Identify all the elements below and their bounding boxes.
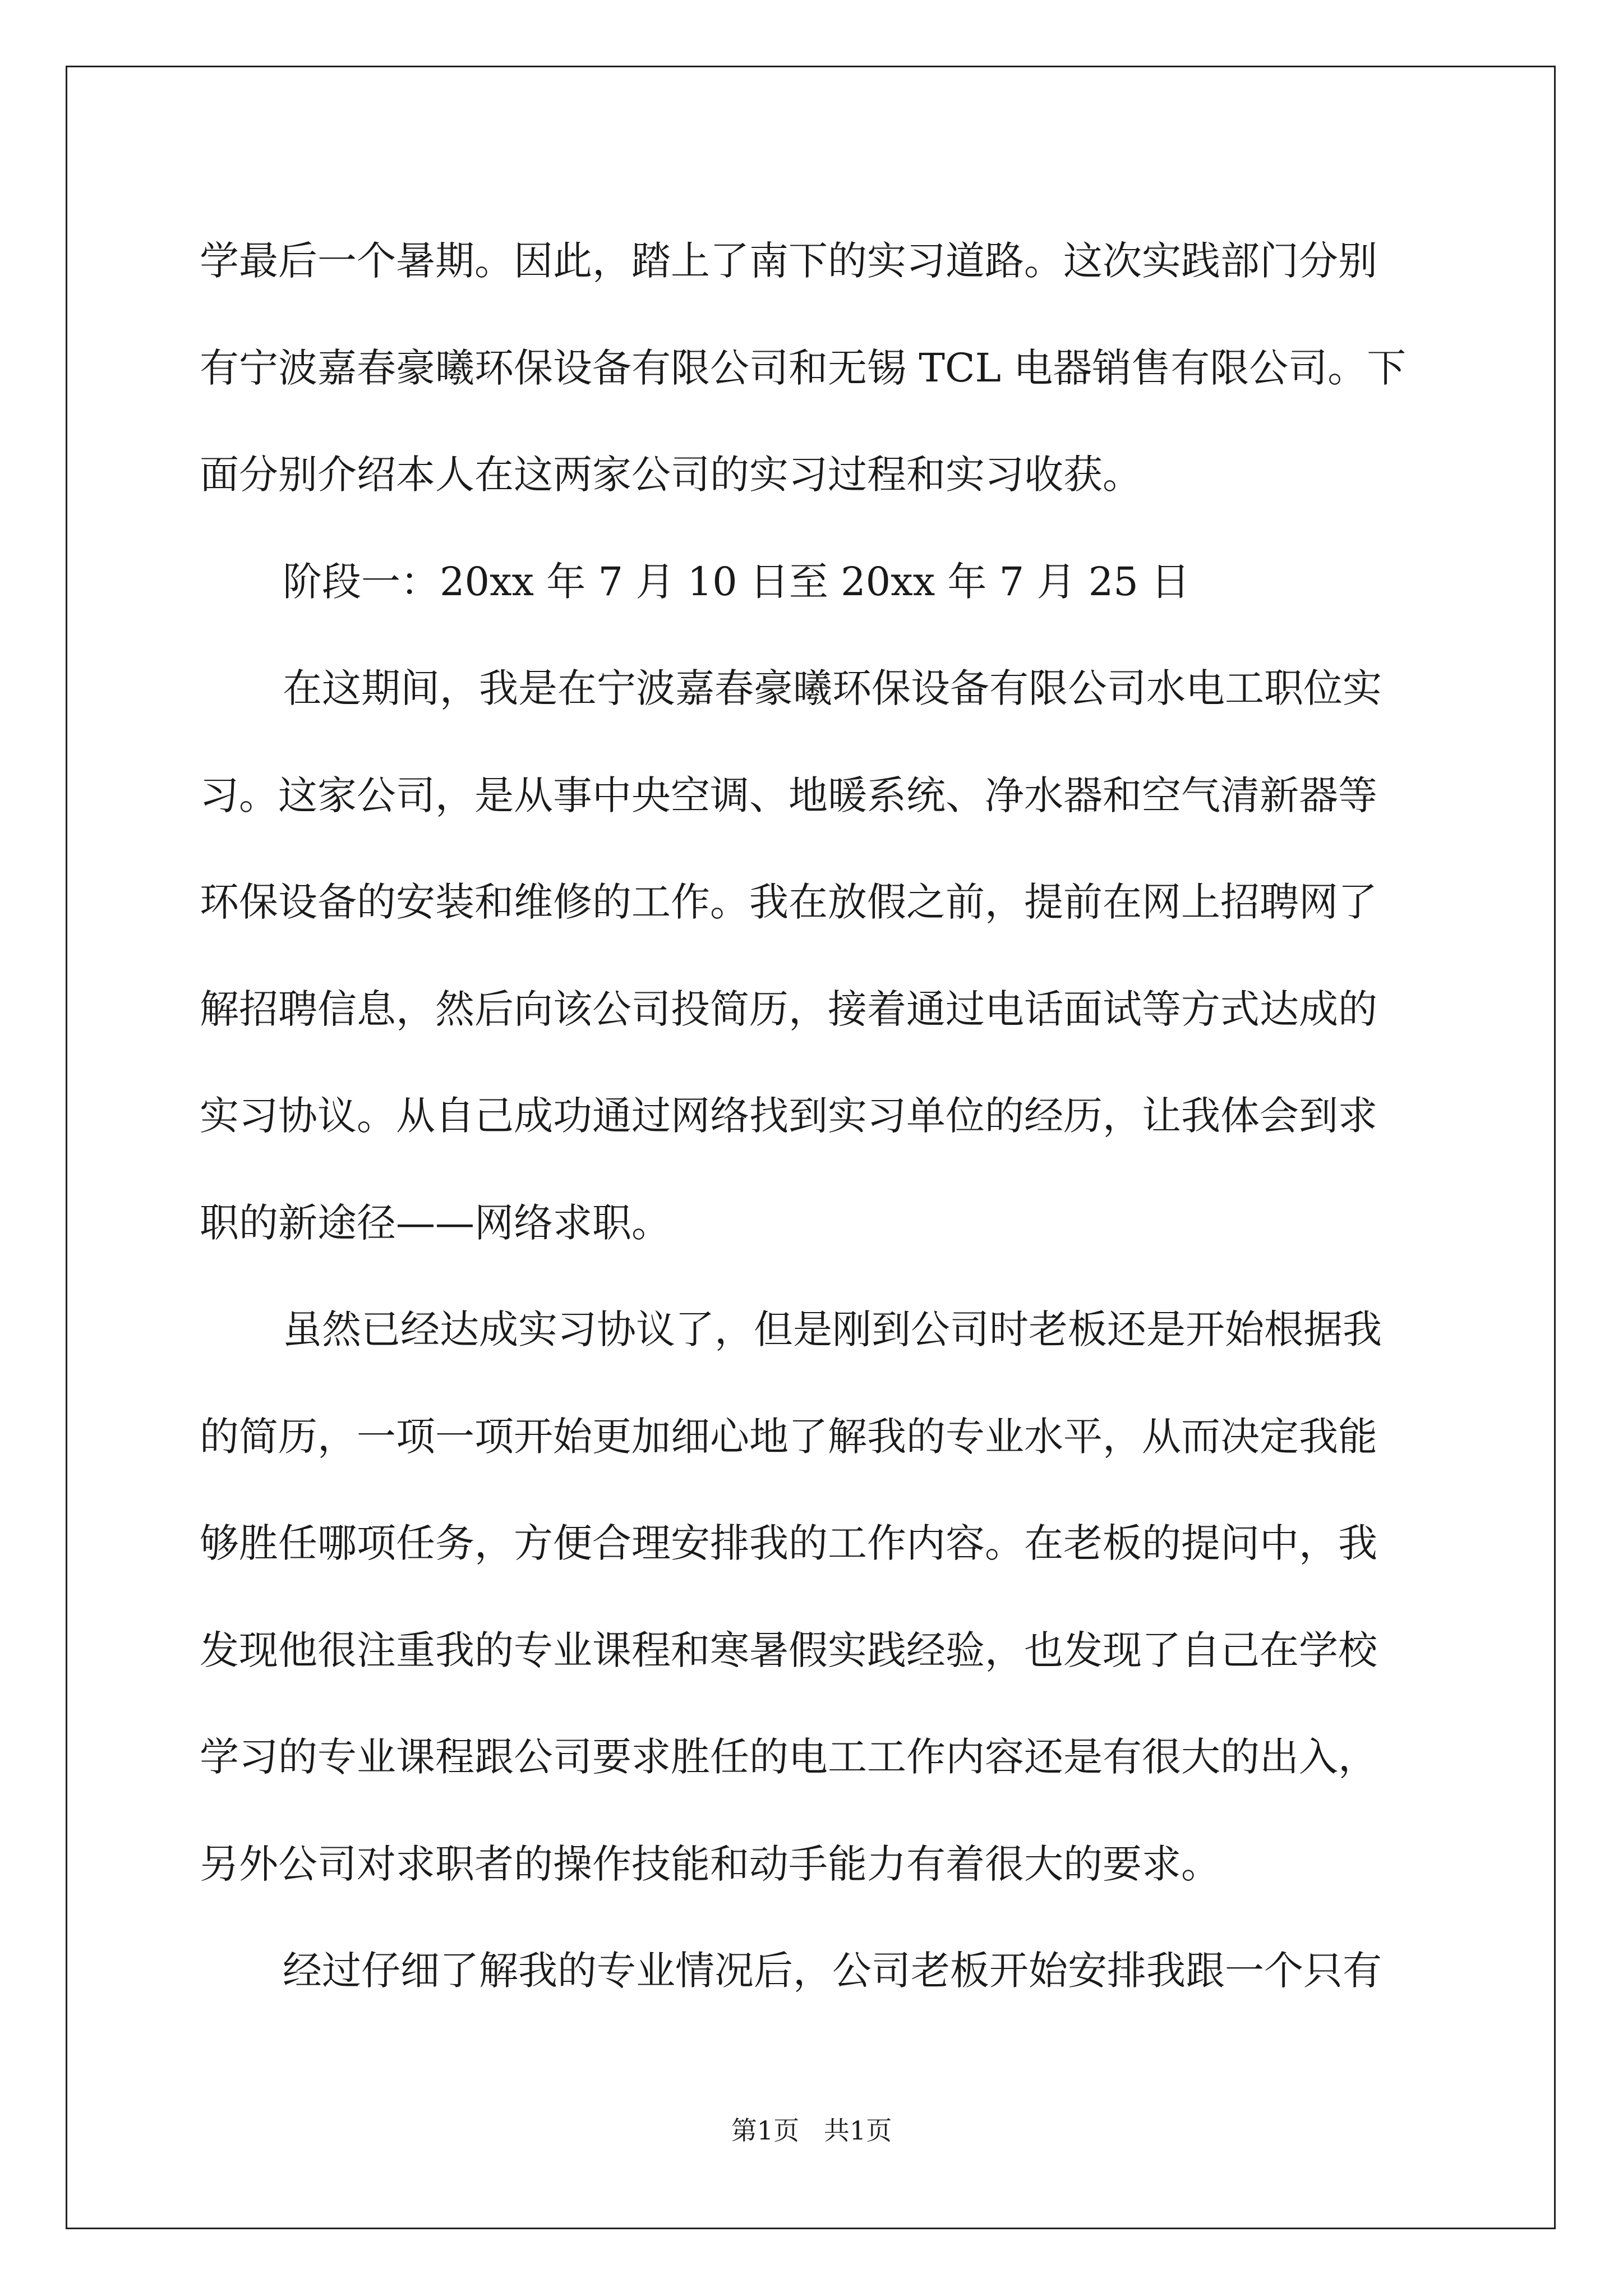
- text-line: 有宁波嘉春豪曦环保设备有限公司和无锡 TCL 电器销售有限公司。下: [200, 344, 1407, 391]
- paragraph-first-line: 经过仔细了解我的专业情况后，公司老板开始安排我跟一个只有: [283, 1948, 1382, 1994]
- text-line: 职的新途径——网络求职。: [200, 1199, 671, 1246]
- text-line: 环保设备的安装和维修的工作。我在放假之前，提前在网上招聘网了: [200, 879, 1377, 925]
- section-heading: 阶段一：20xx 年 7 月 10 日至 20xx 年 7 月 25 日: [283, 558, 1191, 605]
- text-line: 的简历，一项一项开始更加细心地了解我的专业水平，从而决定我能: [200, 1413, 1377, 1460]
- paragraph-first-line: 在这期间，我是在宁波嘉春豪曦环保设备有限公司水电工职位实: [283, 665, 1382, 711]
- text-line: 面分别介绍本人在这两家公司的实习过程和实习收获。: [200, 452, 1142, 498]
- text-line: 发现他很注重我的专业课程和寒暑假实践经验，也发现了自己在学校: [200, 1627, 1377, 1673]
- paragraph-first-line: 虽然已经达成实习协议了，但是刚到公司时老板还是开始根据我: [283, 1306, 1382, 1352]
- text-line: 学习的专业课程跟公司要求胜任的电工工作内容还是有很大的出入，: [200, 1734, 1377, 1780]
- text-line: 另外公司对求职者的操作技能和动手能力有着很大的要求。: [200, 1841, 1220, 1887]
- text-line: 够胜任哪项任务，方便合理安排我的工作内容。在老板的提问中，我: [200, 1520, 1377, 1566]
- text-line: 学最后一个暑期。因此，踏上了南下的实习道路。这次实践部门分别: [200, 238, 1377, 284]
- page-footer: 第1页 共1页: [731, 2115, 892, 2146]
- text-line: 实习协议。从自己成功通过网络找到实习单位的经历，让我体会到求: [200, 1093, 1377, 1139]
- text-line: 习。这家公司，是从事中央空调、地暖系统、净水器和空气清新器等: [200, 772, 1377, 818]
- document-body: [200, 208, 1422, 2024]
- text-line: 解招聘信息，然后向该公司投简历，接着通过电话面试等方式达成的: [200, 986, 1377, 1032]
